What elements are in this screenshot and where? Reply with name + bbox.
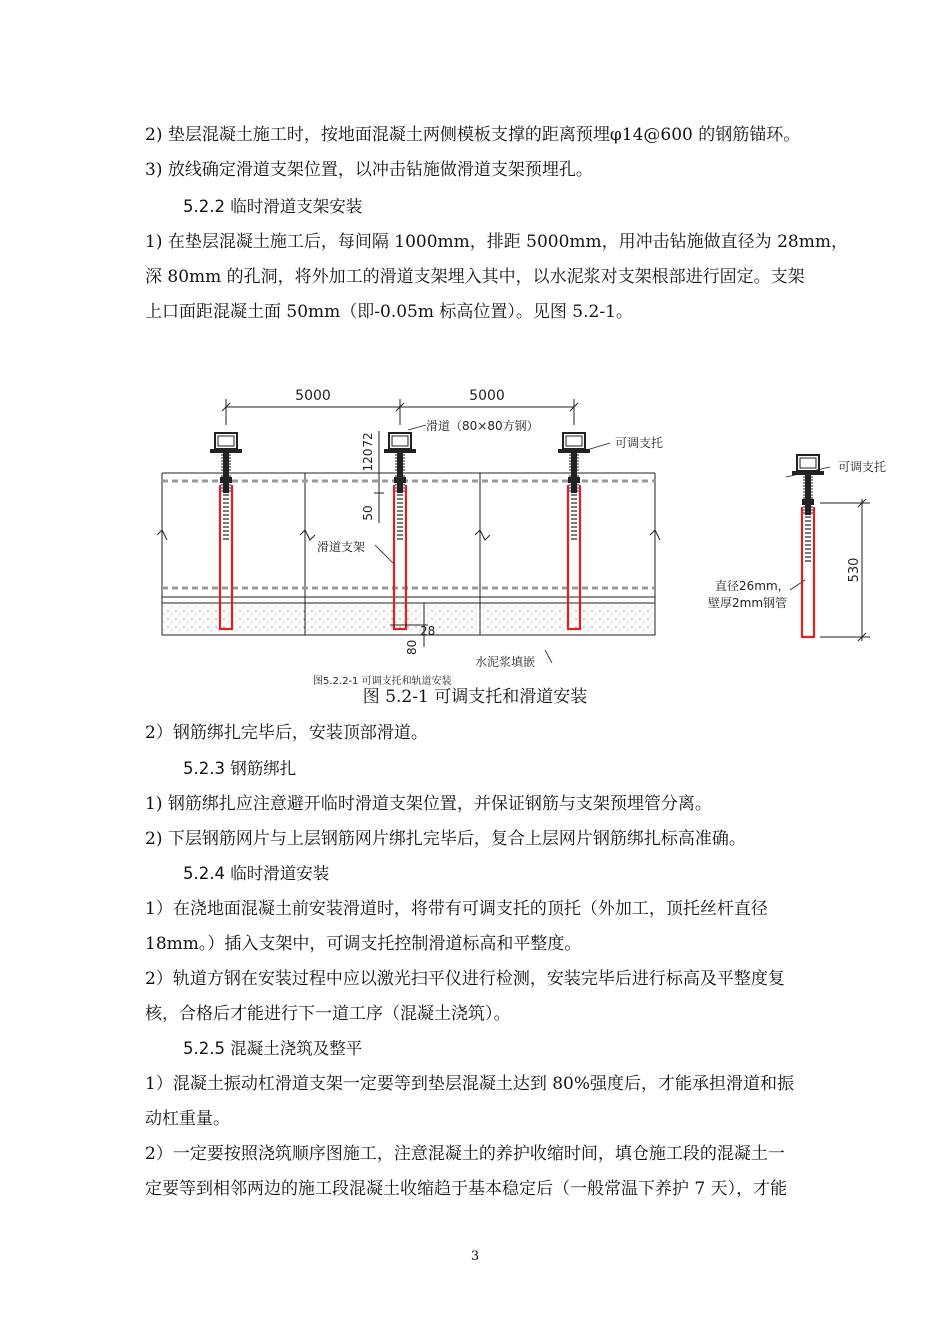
dim-80: 80 [405,639,419,655]
inner-caption: 图5.2.2-1 可调支托和轨道安装 [313,676,452,687]
label-pipe-line1: 直径26mm， [715,579,790,593]
support-right [558,433,590,629]
paragraph-track-1-line-2: 18mm。）插入支架中，可调支托控制滑道标高和平整度。 [145,934,582,954]
paragraph-1-line-2: 深 80mm 的孔洞，将外加工的滑道支架埋入其中，以水泥浆对支架根部进行固定。支架 [145,267,805,287]
paragraph-track-2-line-1: 2）轨道方钢在安装过程中应以激光扫平仪进行检测，安装完毕后进行标高及平整度复 [145,969,785,989]
section-heading-5-2-3: 5.2.3 钢筋绑扎 [183,759,297,778]
dim-right: 5000 [469,388,505,404]
dim-28: 28 [420,624,436,638]
paragraph-2: 2) 垫层混凝土施工时，按地面混凝土两侧模板支撑的距离预埋φ14@600 的钢筋锚环。 [145,125,801,145]
paragraph-track-1-line-1: 1）在浇地面混凝土前安装滑道时，将带有可调支托的顶托（外加工，顶托丝杆直径 [145,899,768,919]
dim-50: 50 [361,505,375,521]
paragraph-track-2-line-2: 核，合格后才能进行下一道工序（混凝土浇筑）。 [145,1004,511,1024]
dim-72: 72 [361,432,375,448]
label-bracket: 滑道支架 [317,540,366,554]
support-left [210,433,242,629]
paragraph-1-line-1: 1) 在垫层混凝土施工后，每间隔 1000mm，排距 5000mm，用冲击钻施做直径为 28mm， [145,232,848,252]
label-support: 可调支托 [615,436,664,450]
section-heading-5-2-5: 5.2.5 混凝土浇筑及整平 [183,1039,363,1058]
dim-120: 120 [361,448,375,472]
label-detail-support: 可调支托 [838,460,887,474]
paragraph-rebar-2: 2) 下层钢筋网片与上层钢筋网片绑扎完毕后，复合上层网片钢筋绑扎标高准确。 [145,829,746,849]
label-track: 滑道（80×80方钢） [426,419,539,433]
installation-diagram [150,385,900,690]
paragraph-pour-1-line-2: 动杠重量。 [145,1109,230,1129]
paragraph-2-install-track: 2）钢筋绑扎完毕后，安装顶部滑道。 [145,723,428,743]
paragraph-pour-2-line-2: 定要等到相邻两边的施工段混凝土收缩趋于基本稳定后（一般常温下养护 7 天），才能 [145,1179,788,1199]
support-middle [384,433,416,629]
paragraph-pour-2-line-1: 2）一定要按照浇筑顺序图施工，注意混凝土的养护收缩时间，填仓施工段的混凝土一 [145,1144,785,1164]
section-heading-5-2-4: 5.2.4 临时滑道安装 [183,864,330,883]
paragraph-pour-1-line-1: 1）混凝土振动杠滑道支架一定要等到垫层混凝土达到 80%强度后，才能承担滑道和振 [145,1074,795,1094]
dim-left: 5000 [295,388,331,404]
paragraph-rebar-1: 1) 钢筋绑扎应注意避开临时滑道支架位置，并保证钢筋与支架预埋管分离。 [145,794,712,814]
support-detail [792,455,824,637]
page-number: 3 [470,1249,480,1264]
figure-caption: 图 5.2-1 可调支托和滑道安装 [362,687,588,707]
paragraph-1-line-3: 上口面距混凝土面 50mm（即-0.05m 标高位置）。见图 5.2-1。 [145,302,633,322]
dim-530: 530 [847,557,862,583]
label-grout: 水泥浆填嵌 [475,655,536,669]
paragraph-3: 3) 放线确定滑道支架位置，以冲击钻施做滑道支架预埋孔。 [145,160,593,180]
label-pipe-line2: 壁厚2mm钢管 [708,596,788,610]
section-heading-5-2-2: 5.2.2 临时滑道支架安装 [183,197,363,216]
